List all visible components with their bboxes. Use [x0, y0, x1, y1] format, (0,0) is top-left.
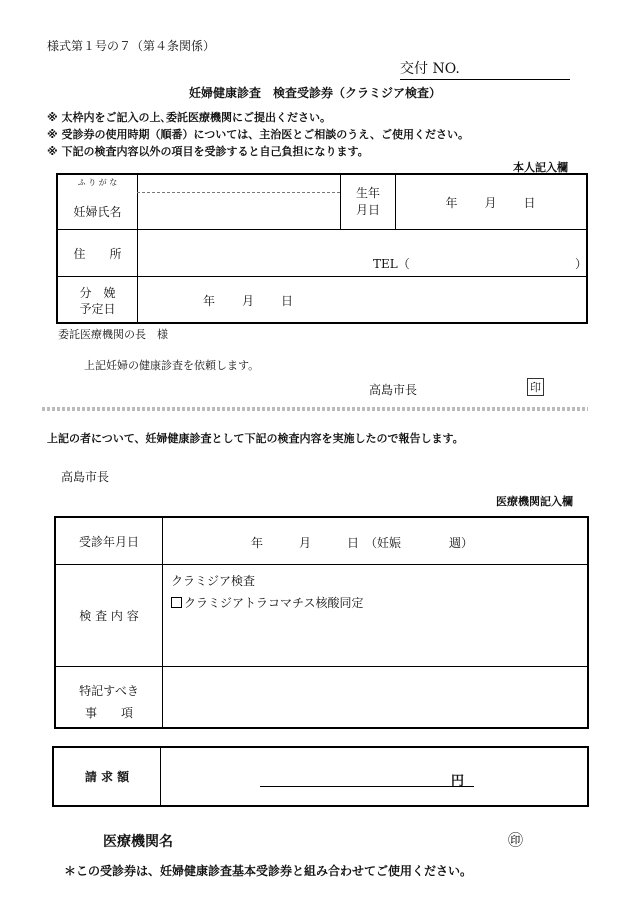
exam-item-label: クラミジアトラコマチス核酸同定	[184, 596, 364, 610]
footer-note: ＊この受診券は、妊婦健康診査基本受診券と組み合わせてご使用ください。	[64, 864, 473, 878]
page-title: 妊婦健康診査 検査受診券（クラミジア検査）	[188, 86, 441, 100]
cut-line	[42, 407, 588, 411]
issue-no-label: 交付 NO.	[400, 61, 460, 77]
name-label: 妊婦氏名	[73, 205, 122, 219]
due-date-label: 分 娩 予定日	[79, 286, 116, 316]
exam-item-checkbox[interactable]	[171, 597, 182, 608]
issue-no-field[interactable]	[400, 58, 570, 80]
institution-entry-label: 医療機関記入欄	[496, 495, 573, 508]
form-number: 様式第１号の７（第４条関係）	[47, 39, 216, 53]
yen-label: 円	[450, 774, 464, 789]
remarks-input[interactable]	[164, 668, 585, 725]
address-label: 住 所	[73, 246, 122, 261]
patient-table	[56, 173, 588, 324]
request-addressee: 委託医療機関の長 様	[58, 328, 168, 341]
note-item: ※ 受診券の使用時期（順番）については、主治医とご相談のうえ、ご使用ください。	[47, 128, 469, 141]
self-entry-label: 本人記入欄	[513, 161, 568, 174]
exam-item[interactable]	[171, 594, 364, 611]
due-date-field[interactable]: 年 月 日	[203, 294, 295, 308]
note-item: ※ 太枠内をご記入の上､委託医療機関にご提出ください。	[47, 111, 332, 124]
address-input[interactable]	[139, 231, 584, 275]
note-item: ※ 下記の検査内容以外の項目を受診すると自己負担になります。	[47, 145, 369, 158]
billing-label: 請 求 額	[84, 770, 130, 784]
billing-amount-field[interactable]	[260, 770, 474, 787]
exam-date-field[interactable]: 年 月 日 （妊娠 週）	[251, 536, 474, 550]
mayor-name: 高島市長	[369, 383, 418, 397]
tel-close: ）	[575, 257, 588, 271]
exam-date-label: 受診年月日	[78, 534, 139, 549]
remarks-label: 特記すべき 事 項	[79, 684, 139, 720]
institution-seal-icon: ㊞	[508, 831, 524, 849]
seal-box: 印	[527, 378, 544, 396]
institution-name-label: 医療機関名	[103, 834, 173, 850]
billing-box	[52, 746, 589, 807]
request-body: 上記妊婦の健康診査を依頼します。	[84, 359, 260, 372]
report-addressee: 高島市長	[61, 470, 110, 484]
birth-label: 生年 月日	[355, 186, 380, 217]
exam-content-label: 検 査 内 容	[79, 609, 139, 623]
furigana-input[interactable]	[139, 176, 338, 191]
furigana-label: ふ り が な	[77, 178, 118, 187]
report-statement: 上記の者について、妊婦健康診査として下記の検査内容を実施したので報告します。	[47, 432, 464, 445]
name-input[interactable]	[139, 194, 338, 228]
birth-date-field[interactable]: 年 月 日	[445, 195, 537, 210]
exam-name: クラミジア検査	[171, 574, 256, 588]
notes	[47, 109, 469, 160]
result-table	[54, 516, 589, 729]
tel-open: TEL（	[373, 257, 410, 271]
